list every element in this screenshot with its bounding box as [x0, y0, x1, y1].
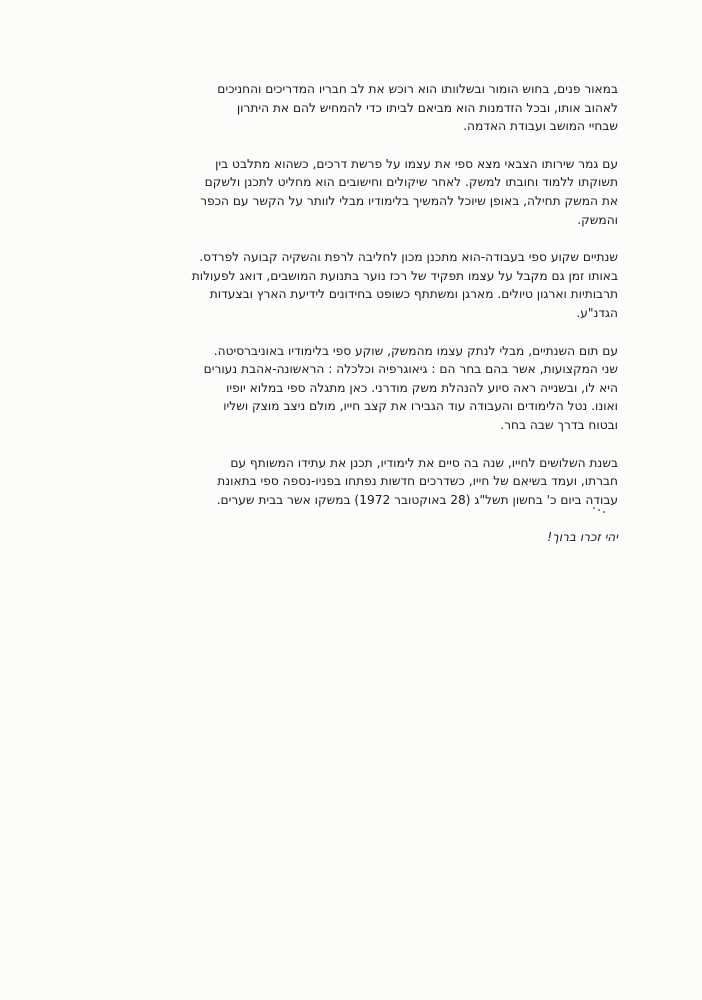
text-line: שנתיים שקוע ספי בעבודה-הוא מתכנן מכון לחליבה לרפת והשקיה קבועה לפרדס. [199, 250, 618, 265]
text-line: חברתו, ועמד בשיאם של חייו, כשדרכים חדשות נפתחו בפניו-נספה ספי בתאונת [217, 474, 618, 489]
text-line: באותו זמן גם מקבל על עצמו תפקיד של רכז נוער בתנועת המושבים, דואג לפעולות [191, 268, 618, 283]
text-line: הגדנ"ע. [576, 305, 618, 320]
text-line: לאהוב אותו, ובכל הזדמנות הוא מביאם לביתו כדי להמחיש להם את היתרון [236, 100, 618, 115]
scan-speck [593, 507, 607, 513]
text-line: עבודה ביום כ' בחשון תשל"ג (28 באוקטובר 1972) במשקו אשר בבית שערים. [216, 492, 618, 507]
text-line: ובטוח בדרך שבה בחר. [500, 417, 618, 432]
text-line: והמשק. [577, 212, 618, 227]
text-line: עם תום השנתיים, מבלי לנתק עצמו מהמשק, שוקע ספי בלימודיו באוניברסיטה. [213, 343, 618, 358]
letter-body [98, 80, 618, 547]
paragraph-2 [98, 155, 618, 229]
text-line: במאור פנים, בחוש הומור ובשלוותו הוא רוכש את לב חבריו המדריכים והחניכים [217, 82, 618, 96]
text-line: תשוקתו ללמוד וחובתו למשק. לאחר שיקולים וחישובים הוא מחליט לתכנן ולשקם [204, 175, 618, 190]
text-line: שני המקצועות, אשר בהם בחר הם : גיאוגרפיה וכלכלה : הראשונה-אהבת נעורים [203, 362, 618, 377]
text-line: בשנת השלושים לחייו, שנה בה סיים את לימודיו, תכנן את עתידו המשותף עם [230, 455, 618, 470]
paragraph-1 [98, 80, 618, 136]
closing-line: יהי זכרו ברוך! [547, 530, 618, 545]
text-line: ואונו. נטל הלימודים והעבודה עוד הגבירו את קצב חייו, מולם ניצב מוצק ושליו [223, 399, 618, 414]
paragraph-5 [98, 454, 618, 510]
text-line: עם גמר שירותו הצבאי מצא ספי את עצמו על פרשת דרכים, כשהוא מתלבט בין [215, 156, 618, 171]
text-line: את המשק תחילה, באופן שיוכל להמשיך בלימודיו מבלי לוותר על הקשר עם הכפר [200, 193, 618, 208]
text-line: שבחיי המושב ועבודת האדמה. [463, 119, 618, 134]
text-line: תרבותיות וארגון טיולים. מארגן ומשתתף כשופט בחידונים לידיעת הארץ ובצעדות [209, 287, 618, 302]
text-line: היא לו, ובשנייה ראה סיוע להנהלת משק מודרני. כאן מתגלה ספי במלוא יופיו [226, 380, 618, 395]
paragraph-4 [98, 342, 618, 435]
paragraph-3 [98, 248, 618, 322]
